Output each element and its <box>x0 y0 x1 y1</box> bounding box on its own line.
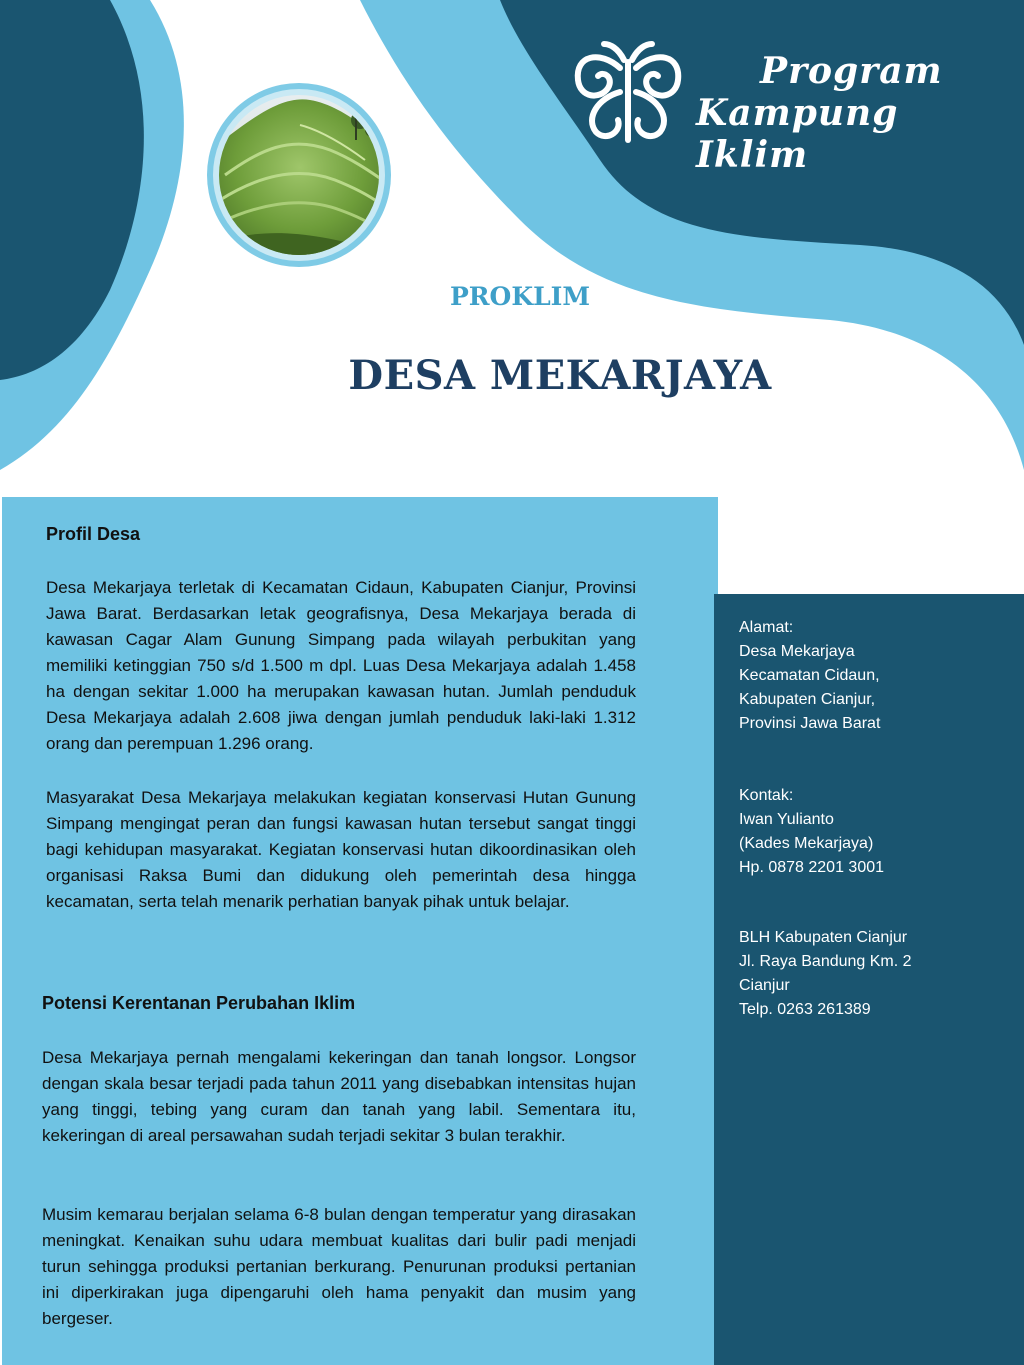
profil-paragraph-1: Desa Mekarjaya terletak di Kecamatan Cidaun, Kabupaten Cianjur, Provinsi Jawa Barat. Berdasarkan letak geografisnya, Desa Mekarjaya berada di kawasan Cagar Alam Gunung Simpang pada wilayah perbukitan yang memiliki ketinggian 750 s/d 1.500 m dpl. Luas Desa Mekarjaya adalah 1.458 ha dengan sekitar 1.000 ha merupakan kawasan hutan. Jumlah penduduk Desa Mekarjaya adalah 2.608 jiwa dengan jumlah penduduk laki-laki 1.312 orang dan perempuan 1.296 orang. <box>46 578 636 753</box>
address-line: Kabupaten Cianjur, <box>739 691 876 708</box>
subtitle: PROKLIM <box>449 282 591 311</box>
agency-city: Cianjur <box>739 977 790 994</box>
address-block <box>739 616 880 736</box>
potensi-paragraph-2: Musim kemarau berjalan selama 6-8 bulan dengan temperatur yang dirasakan meningkat. Kenaikan suhu udara membuat kualitas dari bulir padi menjadi turun sehingga produksi pertanian berkurang. Penurunan produksi pertanian ini diperkirakan juga dipengaruhi oleh hama penyakit dan musim yang bergeser. <box>42 1205 636 1328</box>
agency-name: BLH Kabupaten Cianjur <box>739 929 908 946</box>
profil-paragraph-2: Masyarakat Desa Mekarjaya melakukan kegiatan konservasi Hutan Gunung Simpang mengingat peran dan fungsi kawasan hutan tersebut sangat tinggi bagi kehidupan masyarakat. Kegiatan konservasi hutan dikoordinasikan oleh organisasi Raksa Bumi dan didukung oleh pemerintah desa hingga kecamatan, serta telah menarik perhatian banyak pihak untuk belajar. <box>46 788 636 911</box>
address-line: Provinsi Jawa Barat <box>739 715 881 732</box>
logo-line-2: Kampung Iklim <box>696 92 899 176</box>
profil-heading: Profil Desa <box>46 524 141 544</box>
contact-phone: Hp. 0878 2201 3001 <box>739 859 885 876</box>
address-line: Kecamatan Cidaun, <box>739 667 880 684</box>
contact-block <box>739 784 884 880</box>
potensi-heading: Potensi Kerentanan Perubahan Iklim <box>42 993 356 1013</box>
contact-name: Iwan Yulianto <box>739 811 834 828</box>
logo-line-1: Program <box>760 50 943 92</box>
page-title: DESA MEKARJAYA <box>348 352 772 399</box>
contact-label: Kontak: <box>739 787 794 804</box>
potensi-paragraph-1: Desa Mekarjaya pernah mengalami kekeringan dan tanah longsor. Longsor dengan skala besar terjadi pada tahun 2011 yang disebabkan intensitas hujan yang tinggi, tebing yang curam dan tanah yang labil. Sementara itu, kekeringan di areal persawahan sudah terjadi sekitar 3 bulan terakhir. <box>42 1048 636 1145</box>
address-label: Alamat: <box>739 619 794 636</box>
agency-block <box>739 926 912 1022</box>
contact-role: (Kades Mekarjaya) <box>739 835 874 852</box>
agency-street: Jl. Raya Bandung Km. 2 <box>739 953 912 970</box>
address-line: Desa Mekarjaya <box>739 643 855 660</box>
agency-phone: Telp. 0263 261389 <box>739 1001 871 1018</box>
